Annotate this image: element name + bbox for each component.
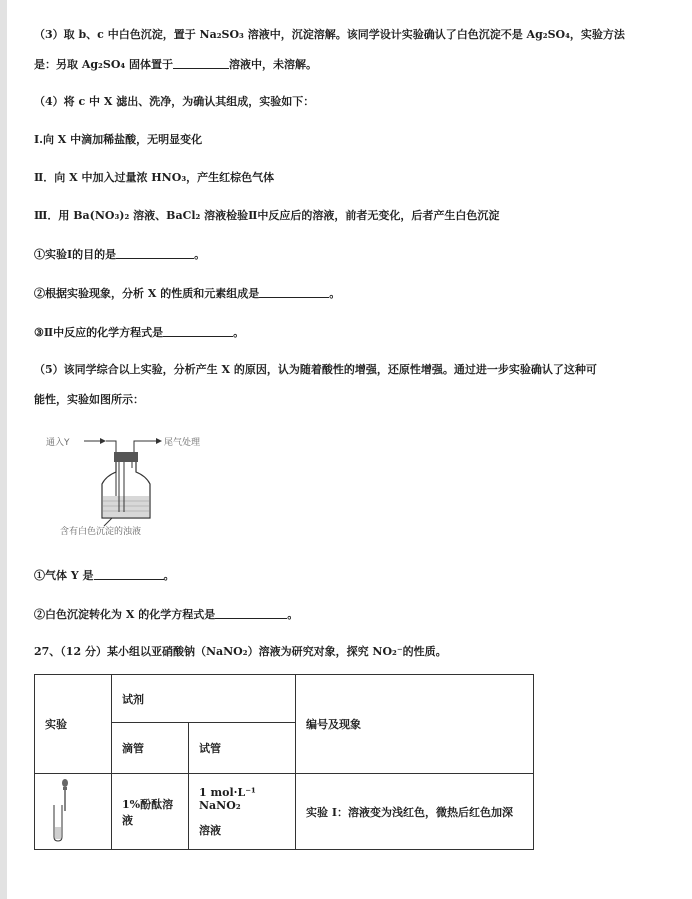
answer-blank [94,568,164,580]
step-2: Ⅱ．向 X 中加入过量浓 HNO₃，产生红棕色气体 [34,171,275,184]
dropper-reagent: 1%酚酞溶液 [112,774,189,850]
q4-heading: （4）将 c 中 X 滤出、洗净，为确认其组成，实验如下： [34,95,315,108]
q3-line-1: （3）取 b、c 中白色沉淀，置于 Na₂SO₃ 溶液中，沉淀溶解。该同学设计实验确认了白色沉淀不是 Ag₂SO₄，实验方法 [34,28,625,41]
header-tube: 试管 [189,723,296,774]
dropper-and-test-tube-icon [45,777,85,843]
figure-caption: 含有白色沉淀的浊液 [60,527,142,537]
step-1: Ⅰ.向 X 中滴加稀盐酸，无明显变化 [34,133,203,146]
bottle-drawing [40,428,240,528]
question-a: ①实验Ⅰ的目的是 。 [34,248,206,261]
question-c: ③Ⅱ中反应的化学方程式是 。 [34,326,245,339]
q27-heading: 27、（12 分）某小组以亚硝酸钠（NaNO₂）溶液为研究对象，探究 NO₂⁻的性质。 [34,645,447,658]
apparatus-cell [35,774,112,850]
inlet-label: 通入Y [46,438,70,448]
q3-line-2: 是：另取 Ag₂SO₄ 固体置于 溶液中，未溶解。 [34,58,318,71]
step-3: Ⅲ．用 Ba(NO₃)₂ 溶液、BaCl₂ 溶液检验Ⅱ中反应后的溶液，前者无变化，后者产生白色沉淀 [34,209,500,222]
question-b: ②根据实验现象，分析 X 的性质和元素组成是 。 [34,287,341,300]
answer-blank [259,286,329,298]
q5-line-1: （5）该同学综合以上实验，分析产生 X 的原因，认为随着酸性的增强，还原性增强。通过进一步实验确认了这种可 [34,363,597,376]
header-reagent: 试剂 [112,675,296,723]
table-header-row [35,675,534,723]
q5-gas-question: ①气体 Y 是 。 [34,569,175,582]
outlet-label: 尾气处理 [164,438,201,448]
header-dropper: 滴管 [112,723,189,774]
answer-blank [116,247,194,259]
experiment-table [34,674,534,850]
header-experiment: 实验 [35,675,112,774]
header-result: 编号及现象 [296,675,534,774]
gas-washing-bottle-figure [40,428,240,538]
result-cell: 实验 Ⅰ：溶液变为浅红色，微热后红色加深 [296,774,534,850]
q5-equation-question: ②白色沉淀转化为 X 的化学方程式是 。 [34,608,299,621]
tube-reagent: 1 mol·L⁻¹ NaNO₂ 溶液 [189,774,296,850]
answer-blank [173,57,229,69]
page-left-edge [0,0,7,899]
table-row [35,774,534,850]
answer-blank [163,325,233,337]
q5-line-2: 能性，实验如图所示： [34,393,144,406]
answer-blank [215,607,287,619]
